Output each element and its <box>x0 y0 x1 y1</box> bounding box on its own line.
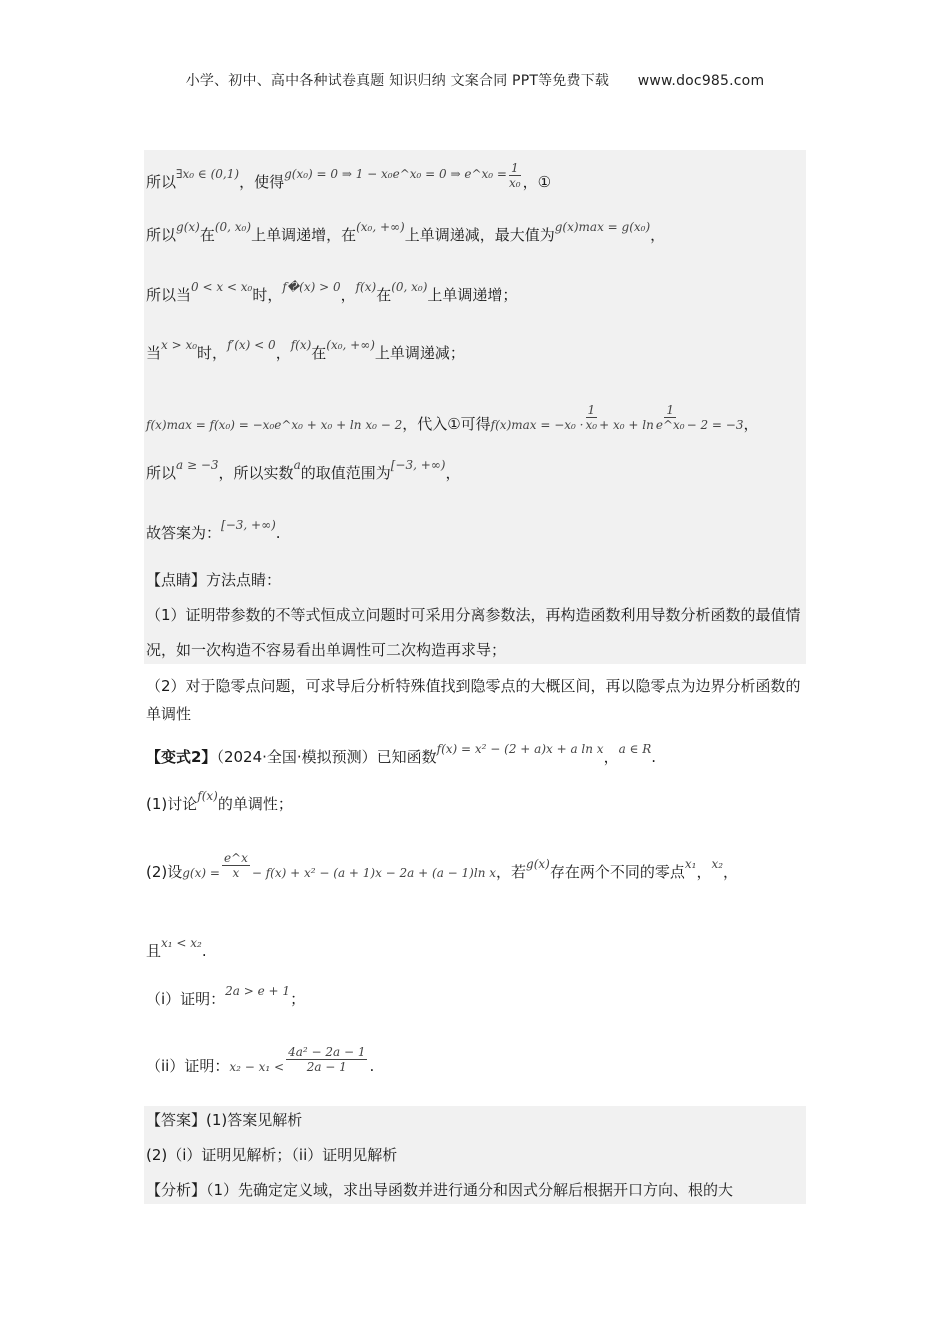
solution-line-6: 所以$^{a \ge -3}$，所以实数$^a$的取值范围为$^{[-3, +\infty)}$， <box>146 458 461 482</box>
answer-line-2: (2)（i）证明见解析；（ii）证明见解析 <box>146 1146 398 1164</box>
dianjing-point-1: （1）证明带参数的不等式恒成立问题时可采用分离参数法，再构造函数利用导数分析函数的最值情况，如一次构造不容易看出单调性可二次构造再求导； <box>146 606 801 659</box>
dianjing-title: 【点睛】方法点睛： <box>146 571 282 589</box>
page-header <box>0 70 950 90</box>
solution-line-5: f(x)max = f(x₀) = −x₀e^x₀ + x₀ + ln x₀ − 2，代入①可得f(x)max = −x₀ · $\frac{1}{\text{x₀}}$ + x₀ + ln $\frac{1}{\text{e\textasciicircum{}x₀}}$ − 2 = −3， <box>146 403 759 433</box>
solution-line-2: 所以$^{g(x)}$在$^{(0, x_0)}$上单调递增，在$^{(x_0, +\infty)}$上单调递减，最大值为$^{g(x)max = g(x_0)}$， <box>146 220 666 244</box>
header-text: 小学、初中、高中各种试卷真题 知识归纳 文案合同 PPT等免费下载 <box>185 73 610 89</box>
variant-question-2-ii: （ii）证明：x₂ − x₁ < $\frac{\text{4a² − 2a − 1}}{2a - 1}$ . <box>146 1045 375 1075</box>
solution-line-7: 故答案为：$^{[-3, +\infty)}$. <box>146 518 281 542</box>
variant-question-1: (1)讨论$^{f(x)}$的单调性； <box>146 789 293 813</box>
fraction: $\frac{1}{\text{x₀}}$ <box>508 161 521 191</box>
analysis-line: 【分析】（1）先确定定义域，求出导函数并进行通分和因式分解后根据开口方向、根的大 <box>146 1181 734 1199</box>
header-url[interactable]: www.doc985.com <box>637 73 765 89</box>
solution-line-1: 所以$^{\exists x_0 \in (0,1)}$，使得$^{g(x_0) = 0 \Rightarrow 1 - x_0e\^{}x_0 = 0 \Rightarrow e\^{}x_0 =}$ $\frac{1}{\text{x₀}}$ ，① <box>146 161 552 191</box>
variant-question-2-i: （i）证明：$^{2a > e + 1}$； <box>146 984 306 1008</box>
dianjing-point-2: （2）对于隐零点问题，可求导后分析特殊值找到隐零点的大概区间，再以隐零点为边界分析函数的单调性 <box>146 677 801 723</box>
variant-question-2-cont: 且$^{x_1 < x_2}$. <box>146 936 207 960</box>
solution-line-3: 所以当$^{0 < x < x_0}$时，$^{f�(x) > 0}$，$^{f(x)}$在$^{(0, x_0)}$上单调递增； <box>146 280 518 304</box>
variant-question-2: (2)设g(x) = $\frac{e\^{}x}{x}$ − f(x) + x² − (a + 1)x − 2a + (a − 1)ln x，若$^{g(x)}$存在两个不同的零点$^{x_1}$，$^{x_2}$， <box>146 851 739 881</box>
answer-line-1: 【答案】(1)答案见解析 <box>146 1111 303 1129</box>
solution-line-4: 当$^{x > x_0}$时，$^{f'(x) < 0}$，$^{f(x)}$在$^{(x_0, +\infty)}$上单调递减； <box>146 338 465 362</box>
variant-heading: 【变式2】（2024·全国·模拟预测）已知函数$^{f(x) = x^2 - (2 + a)x + a ln x}$，$^{a \in R}$. <box>146 742 657 766</box>
